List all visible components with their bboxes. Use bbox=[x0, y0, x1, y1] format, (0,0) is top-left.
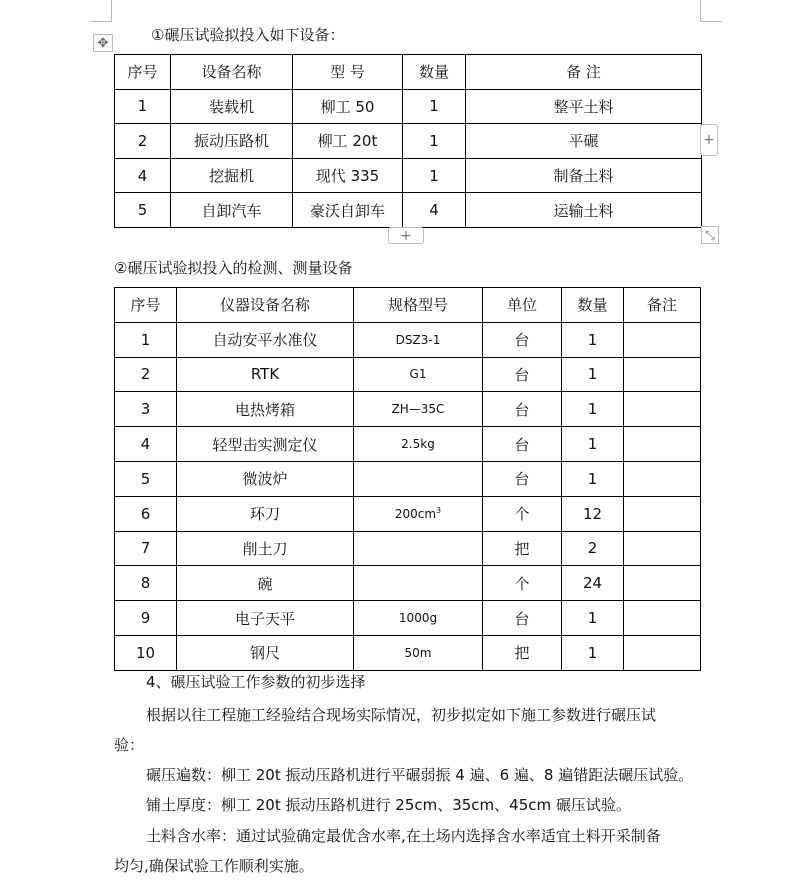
table-cell[interactable] bbox=[624, 461, 701, 496]
table-cell[interactable]: 台 bbox=[483, 601, 562, 636]
header-cell: 序号 bbox=[115, 55, 171, 90]
table-cell[interactable]: 1 bbox=[562, 392, 624, 427]
table-cell[interactable]: 整平土料 bbox=[466, 89, 702, 124]
table-row bbox=[115, 496, 701, 531]
table-cell[interactable]: 4 bbox=[115, 427, 177, 462]
table-cell[interactable]: 制备土料 bbox=[466, 158, 702, 193]
table-cell[interactable]: 台 bbox=[483, 357, 562, 392]
table-cell[interactable]: 个 bbox=[483, 566, 562, 601]
table-cell[interactable]: 1 bbox=[403, 124, 466, 159]
paragraph-1 bbox=[114, 700, 704, 760]
table-cell[interactable] bbox=[354, 461, 483, 496]
table-cell[interactable]: RTK bbox=[177, 357, 354, 392]
table-cell[interactable] bbox=[354, 566, 483, 601]
paragraph-2: 碾压遍数：柳工 20t 振动压路机进行平碾弱振 4 遍、6 遍、8 遍错距法碾压试验。 bbox=[146, 766, 694, 784]
paragraph-3: 铺土厚度：柳工 20t 振动压路机进行 25cm、35cm、45cm 碾压试验。 bbox=[146, 796, 631, 814]
paragraph-4-line-2: 均匀,确保试验工作顺利实施。 bbox=[114, 857, 314, 875]
paragraph-1-line-1: 根据以往工程施工经验结合现场实际情况，初步拟定如下施工参数进行碾压试 bbox=[146, 706, 657, 724]
table-cell[interactable]: 自动安平水准仪 bbox=[177, 322, 354, 357]
table-cell[interactable]: 4 bbox=[403, 193, 466, 228]
table-cell[interactable]: 2 bbox=[115, 124, 171, 159]
table-cell[interactable]: 轻型击实测定仪 bbox=[177, 427, 354, 462]
table-cell[interactable]: 柳工 20t bbox=[293, 124, 403, 159]
table-cell[interactable] bbox=[624, 635, 701, 670]
table-cell[interactable]: 24 bbox=[562, 566, 624, 601]
table-cell[interactable]: 1 bbox=[562, 635, 624, 670]
section4-heading: 4、碾压试验工作参数的初步选择 bbox=[146, 673, 366, 691]
equipment-table bbox=[114, 54, 702, 228]
table-cell[interactable]: 6 bbox=[115, 496, 177, 531]
table-cell[interactable]: 台 bbox=[483, 392, 562, 427]
header-cell: 数量 bbox=[403, 55, 466, 90]
table-resize-icon[interactable]: ⤡ bbox=[701, 226, 719, 244]
table-cell[interactable]: 1 bbox=[562, 322, 624, 357]
table-cell[interactable]: 台 bbox=[483, 322, 562, 357]
table-row bbox=[115, 392, 701, 427]
page-margin-mark-top-left bbox=[90, 0, 112, 22]
header-cell: 序号 bbox=[115, 288, 177, 323]
table-move-icon[interactable]: ✥ bbox=[93, 34, 113, 52]
table-cell[interactable]: 柳工 50 bbox=[293, 89, 403, 124]
table-row bbox=[115, 461, 701, 496]
table-cell[interactable] bbox=[624, 357, 701, 392]
table-cell[interactable]: 7 bbox=[115, 531, 177, 566]
table-cell[interactable]: 1 bbox=[562, 601, 624, 636]
table-cell[interactable]: G1 bbox=[354, 357, 483, 392]
table-row bbox=[115, 427, 701, 462]
table-cell[interactable]: 1 bbox=[403, 89, 466, 124]
table-cell[interactable] bbox=[624, 427, 701, 462]
table-cell[interactable]: 削土刀 bbox=[177, 531, 354, 566]
table-cell[interactable]: 环刀 bbox=[177, 496, 354, 531]
paragraph-4 bbox=[114, 821, 704, 881]
table-cell[interactable]: 钢尺 bbox=[177, 635, 354, 670]
table-cell[interactable]: 碗 bbox=[177, 566, 354, 601]
table-row bbox=[115, 124, 702, 159]
header-cell: 规格型号 bbox=[354, 288, 483, 323]
table-cell[interactable]: ZH—35C bbox=[354, 392, 483, 427]
table-cell[interactable]: 现代 335 bbox=[293, 158, 403, 193]
table-cell[interactable]: 3 bbox=[115, 392, 177, 427]
table-cell[interactable] bbox=[624, 566, 701, 601]
unit-superscript: 3 bbox=[436, 506, 442, 516]
table-row bbox=[115, 322, 701, 357]
table-cell[interactable]: 1 bbox=[115, 89, 171, 124]
table-cell[interactable] bbox=[354, 531, 483, 566]
table-cell[interactable]: 微波炉 bbox=[177, 461, 354, 496]
table-cell[interactable] bbox=[624, 496, 701, 531]
table-cell[interactable]: 运输土料 bbox=[466, 193, 702, 228]
table-cell[interactable]: 1 bbox=[562, 427, 624, 462]
page-margin-mark-top-right bbox=[700, 0, 722, 22]
table-row bbox=[115, 531, 701, 566]
table-row bbox=[115, 566, 701, 601]
add-row-icon[interactable]: + bbox=[388, 227, 424, 244]
header-cell: 仪器设备名称 bbox=[177, 288, 354, 323]
paragraph-4-line-1: 土料含水率：通过试验确定最优含水率,在土场内选择含水率适宜土料开采制备 bbox=[146, 827, 661, 845]
table-cell[interactable] bbox=[624, 601, 701, 636]
table-cell[interactable]: 2 bbox=[562, 531, 624, 566]
table-cell[interactable] bbox=[624, 392, 701, 427]
table-cell[interactable] bbox=[624, 322, 701, 357]
paragraph-1-line-2: 验： bbox=[114, 736, 145, 754]
table-header-row bbox=[115, 288, 701, 323]
table-cell[interactable]: 台 bbox=[483, 427, 562, 462]
table-cell[interactable]: 9 bbox=[115, 601, 177, 636]
table-cell[interactable]: 电子天平 bbox=[177, 601, 354, 636]
header-cell: 备 注 bbox=[466, 55, 702, 90]
table-row bbox=[115, 89, 702, 124]
table-cell[interactable]: 50m bbox=[354, 635, 483, 670]
table-cell[interactable]: 装载机 bbox=[171, 89, 293, 124]
table-cell[interactable] bbox=[354, 496, 483, 531]
table-header-row bbox=[115, 55, 702, 90]
table-row bbox=[115, 601, 701, 636]
add-column-icon[interactable]: + bbox=[700, 124, 718, 156]
table-cell[interactable]: 个 bbox=[483, 496, 562, 531]
table-cell[interactable]: 1 bbox=[115, 322, 177, 357]
table-cell[interactable]: 1 bbox=[562, 357, 624, 392]
table-cell[interactable]: 豪沃自卸车 bbox=[293, 193, 403, 228]
table-cell[interactable]: 1000g bbox=[354, 601, 483, 636]
table-cell[interactable]: 4 bbox=[115, 158, 171, 193]
table-cell[interactable]: 平碾 bbox=[466, 124, 702, 159]
section1-heading: ①碾压试验拟投入如下设备： bbox=[151, 26, 345, 44]
table-cell[interactable]: 10 bbox=[115, 635, 177, 670]
instrument-table bbox=[114, 287, 701, 671]
table-cell[interactable]: 5 bbox=[115, 193, 171, 228]
header-cell: 设备名称 bbox=[171, 55, 293, 90]
table-cell[interactable]: 把 bbox=[483, 531, 562, 566]
table-cell[interactable]: 台 bbox=[483, 461, 562, 496]
header-cell: 型 号 bbox=[293, 55, 403, 90]
table-cell[interactable]: 1 bbox=[403, 158, 466, 193]
table-row bbox=[115, 635, 701, 670]
table-cell[interactable]: 1 bbox=[562, 461, 624, 496]
table-cell[interactable]: 把 bbox=[483, 635, 562, 670]
header-cell: 单位 bbox=[483, 288, 562, 323]
table-row bbox=[115, 158, 702, 193]
table-cell[interactable]: 8 bbox=[115, 566, 177, 601]
table-cell[interactable]: 振动压路机 bbox=[171, 124, 293, 159]
table-cell[interactable]: 自卸汽车 bbox=[171, 193, 293, 228]
volume-spec: 200cm bbox=[394, 507, 437, 522]
table-cell[interactable]: DSZ3-1 bbox=[354, 322, 483, 357]
table-cell[interactable]: 5 bbox=[115, 461, 177, 496]
section2-heading: ②碾压试验拟投入的检测、测量设备 bbox=[114, 259, 353, 277]
table-cell[interactable]: 2 bbox=[115, 357, 177, 392]
table-cell[interactable]: 12 bbox=[562, 496, 624, 531]
table-cell[interactable]: 电热烤箱 bbox=[177, 392, 354, 427]
header-cell: 备注 bbox=[624, 288, 701, 323]
table-cell[interactable] bbox=[624, 531, 701, 566]
table-cell[interactable]: 2.5kg bbox=[354, 427, 483, 462]
table-cell[interactable]: 挖掘机 bbox=[171, 158, 293, 193]
table-row bbox=[115, 193, 702, 228]
header-cell: 数量 bbox=[562, 288, 624, 323]
table-row bbox=[115, 357, 701, 392]
